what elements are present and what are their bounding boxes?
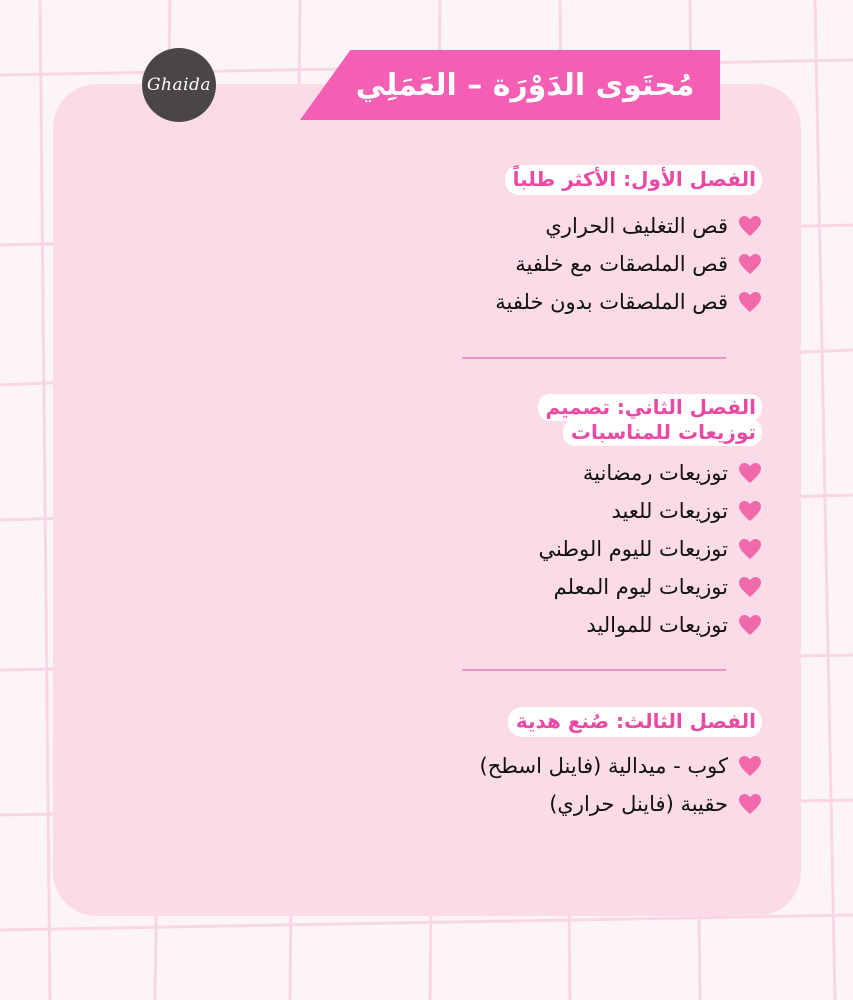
item-label: حقيبة (فاينل حراري)	[549, 792, 728, 816]
item-list	[462, 454, 762, 644]
item-list	[495, 207, 762, 321]
heart-icon	[738, 576, 762, 598]
list-item	[480, 747, 762, 785]
heart-icon	[738, 253, 762, 275]
heart-icon	[738, 793, 762, 815]
item-list	[480, 747, 762, 823]
section-chapter-3	[480, 707, 762, 823]
item-label: توزيعات رمضانية	[582, 460, 728, 485]
list-item	[462, 492, 762, 530]
heart-icon	[738, 215, 762, 237]
list-item	[462, 454, 762, 492]
heart-icon	[738, 614, 762, 636]
page-title: مُحتَوى الدَوْرَة – العَمَلِي	[355, 67, 695, 103]
list-item	[480, 785, 762, 823]
item-label: قص الملصقات مع خلفية	[515, 252, 728, 276]
item-label: توزيعات للمواليد	[586, 612, 728, 637]
list-item	[462, 530, 762, 568]
heart-icon	[738, 755, 762, 777]
item-label: توزيعات ليوم المعلم	[553, 574, 728, 599]
heart-icon	[738, 538, 762, 560]
list-item	[495, 283, 762, 321]
list-item	[462, 606, 762, 644]
section-title	[462, 395, 762, 446]
divider	[462, 669, 726, 671]
section-chapter-2	[462, 395, 762, 644]
logo-text: Ghaida	[146, 75, 212, 95]
divider	[462, 357, 726, 359]
item-label: قص التغليف الحراري	[545, 214, 728, 238]
heart-icon	[738, 500, 762, 522]
list-item	[495, 245, 762, 283]
heart-icon	[738, 462, 762, 484]
item-label: كوب - ميدالية (فاينل اسطح)	[479, 754, 728, 778]
section-title: الفصل الأول: الأكثر طلباً	[505, 165, 762, 195]
heart-icon	[738, 291, 762, 313]
item-label: توزيعات لليوم الوطني	[538, 536, 728, 561]
section-title-text: الفصل الثاني: تصميم توزيعات للمناسبات	[538, 394, 763, 446]
item-label: قص الملصقات بدون خلفية	[495, 290, 728, 314]
list-item	[495, 207, 762, 245]
brand-logo	[142, 48, 216, 122]
item-label: توزيعات للعيد	[611, 498, 728, 523]
section-title: الفصل الثالث: صُنع هدية	[508, 707, 762, 737]
list-item	[462, 568, 762, 606]
section-chapter-1	[495, 165, 762, 321]
